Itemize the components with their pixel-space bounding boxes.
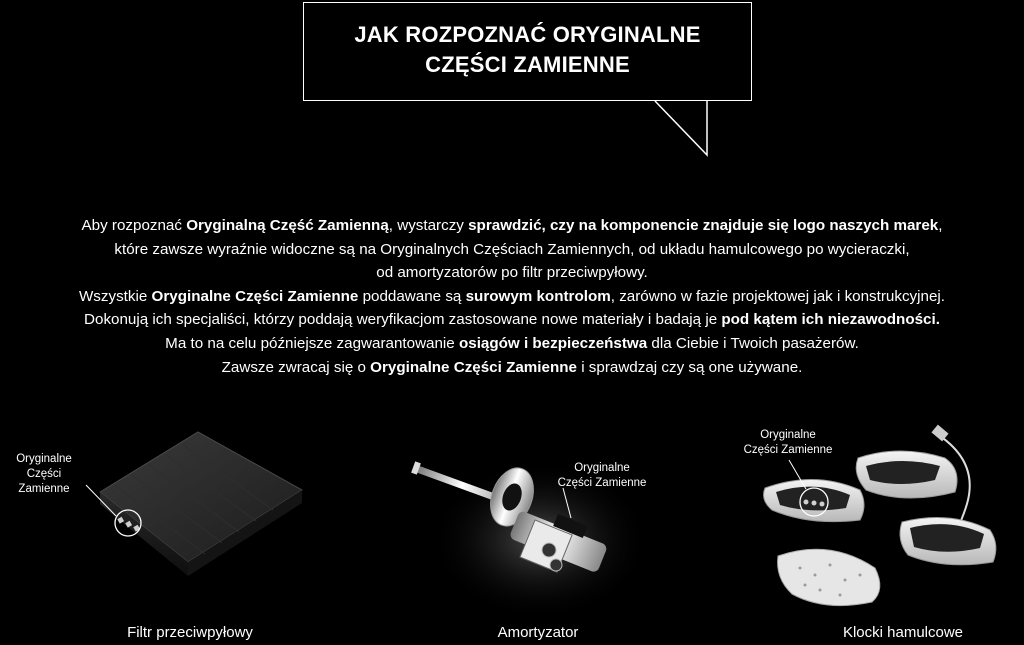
text-bold-segment: sprawdzić, czy na komponencie znajduje się logo naszych marek (468, 217, 939, 234)
title-line-2: CZĘŚCI ZAMIENNE (425, 51, 630, 77)
text-segment: Wszystkie (78, 287, 152, 305)
text-segment: poddawane są (358, 287, 466, 305)
cabin-filter-illustration (86, 432, 302, 576)
text-bold-segment: osiągów i bezpieczeństwa (458, 334, 648, 352)
text-bold-segment: surowym kontrolom (465, 287, 611, 305)
caption-brake-pads: Klocki hamulcowe (842, 624, 964, 641)
callout-line: Części Zamienne (557, 477, 647, 489)
callout-line: Części Zamienne (743, 444, 833, 456)
callout-line: Oryginalne (760, 429, 816, 441)
text-line-2: które zawsze wyraźnie widoczne są na Oryginalnych Częściach Zamiennych, od układu hamulcowego po wycieraczki, (114, 240, 910, 258)
text-bold-segment: pod kątem ich niezawodności. (721, 311, 940, 329)
filter-callout-label (0, 452, 88, 497)
text-segment: Zawsze zwracaj się o (221, 358, 371, 376)
caption-cabin-filter: Filtr przeciwpyłowy (127, 624, 253, 641)
text-bold-segment: Oryginalne Części Zamienne (370, 358, 577, 376)
text-bold-segment: Oryginalne Części Zamienne (151, 287, 359, 305)
callout-line: Części Zamienne (18, 468, 70, 495)
shock-absorber-callout-label (552, 461, 652, 491)
callout-line: Oryginalne (16, 453, 72, 465)
text-segment: i sprawdzaj czy są one używane. (576, 358, 803, 376)
text-bold-segment: Oryginalną Część Zamienną (186, 217, 389, 234)
text-segment: dla Ciebie i Twoich pasażerów. (647, 334, 859, 352)
brake-pads-callout-label (738, 428, 838, 458)
text-line-3: od amortyzatorów po filtr przeciwpyłowy. (376, 264, 648, 282)
caption-shock-absorber: Amortyzator (497, 624, 579, 641)
text-segment: , (938, 217, 943, 234)
callout-line: Oryginalne (574, 462, 630, 474)
title-line-1: JAK ROZPOZNAĆ ORYGINALNE (354, 21, 701, 47)
text-segment: Ma to na celu późniejsze zagwarantowanie (165, 334, 459, 352)
text-segment: Aby rozpoznać (81, 217, 187, 234)
text-segment: , wystarczy (388, 217, 469, 234)
text-segment: , zarówno w fazie projektowej jak i konstrukcyjnej. (610, 287, 946, 305)
text-segment: Dokonują ich specjaliści, którzy poddają weryfikacjom zastosowane nowe materiały i badają je (84, 311, 722, 329)
